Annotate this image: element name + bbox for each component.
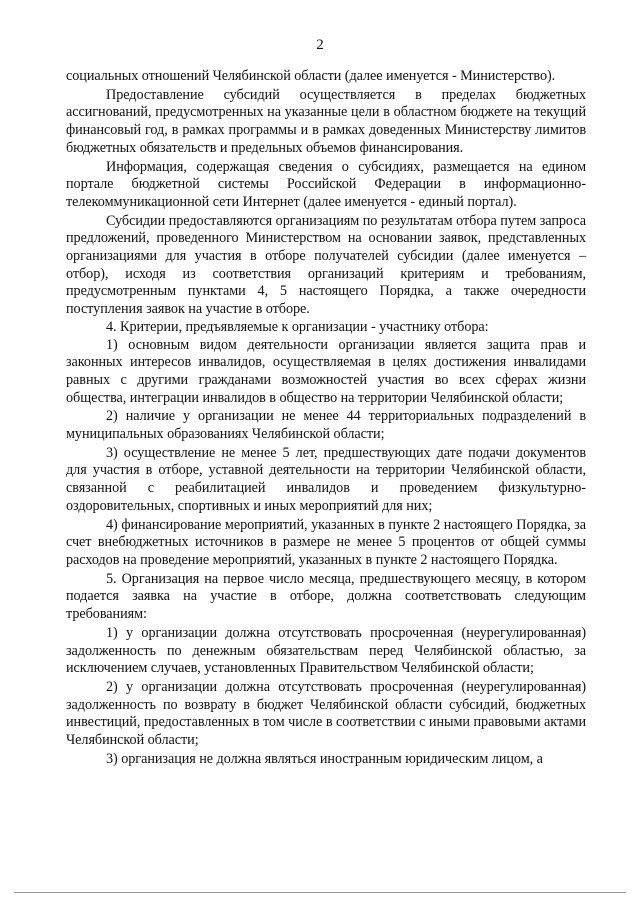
paragraph-selection: Субсидии предоставляются организациям по результатам отбора путем запроса предложений, проведенного Министерством на основании заявок, представленных организациями для участия в отборе получателей субсидии (далее именуется – отбор), исходя из соответствия организаций критериям и требованиям, предусмотренным пунктами 4, 5 настоящего Порядка, а также очередности поступления заявок на участие в отборе. — [66, 212, 586, 318]
paragraph-information-portal: Информация, содержащая сведения о субсидиях, размещается на едином портале бюджетной системы Российской Федерации в информационно-телекоммуникационной сети Интернет (далее именуется - единый портал). — [66, 158, 586, 210]
paragraph-criterion-2: 2) наличие у организации не менее 44 территориальных подразделений в муниципальных образованиях Челябинской области; — [66, 408, 586, 443]
page-number: 2 — [316, 37, 324, 53]
bottom-divider — [14, 892, 626, 893]
paragraph-subsidy-provision: Предоставление субсидий осуществляется в пределах бюджетных ассигнований, предусмотренных на указанные цели в областном бюджете на текущий финансовый год, в рамках программы и в рамках доведенных Министерству лимитов бюджетных обязательств и предельных объемов финансирования. — [66, 86, 586, 156]
paragraph-criteria-heading: 4. Критерии, предъявляемые к организации - участнику отбора: — [106, 318, 489, 335]
paragraph-criterion-1: 1) основным видом деятельности организации является защита прав и законных интересов инвалидов, осуществляемая в целях достижения инвалидами равных с другими гражданами возможностей участия во всех сферах жизни общества, интеграции инвалидов в общество на территории Челябинской области; — [66, 336, 586, 406]
paragraph-requirement-3: 3) организация не должна являться иностранным юридическим лицом, а — [106, 750, 543, 767]
paragraph-requirement-2: 2) у организации должна отсутствовать просроченная (неурегулированная) задолженность по возврату в бюджет Челябинской области субсидий, бюджетных инвестиций, предоставленных в том числе в соответствии с иными правовыми актами Челябинской области; — [66, 678, 586, 749]
paragraph-requirement-1: 1) у организации должна отсутствовать просроченная (неурегулированная) задолженность по денежным обязательствам перед Челябинской областью, за исключением случаев, установленных Правительством Челябинской области; — [66, 624, 586, 677]
paragraph-criterion-3: 3) осуществление не менее 5 лет, предшествующих дате подачи документов для участия в отборе, уставной деятельности на территории Челябинской области, связанной с реабилитацией инвалидов и проведением физкультурно-оздоровительных, спортивных и иных мероприятий для них; — [66, 444, 586, 514]
paragraph-criterion-4: 4) финансирование мероприятий, указанных в пункте 2 настоящего Порядка, за счет внебюджетных источников в размере не менее 5 процентов от общей суммы расходов на проведение мероприятий, указанных в пункте 2 настоящего Порядка. — [66, 516, 586, 568]
document-body — [66, 68, 586, 768]
paragraph-continuation: социальных отношений Челябинской области (далее именуется - Министерство). — [66, 68, 556, 84]
paragraph-requirements-heading: 5. Организация на первое число месяца, предшествующего месяцу, в котором подается заявка на участие в отборе, должна соответствовать следующим требованиям: — [66, 570, 586, 623]
